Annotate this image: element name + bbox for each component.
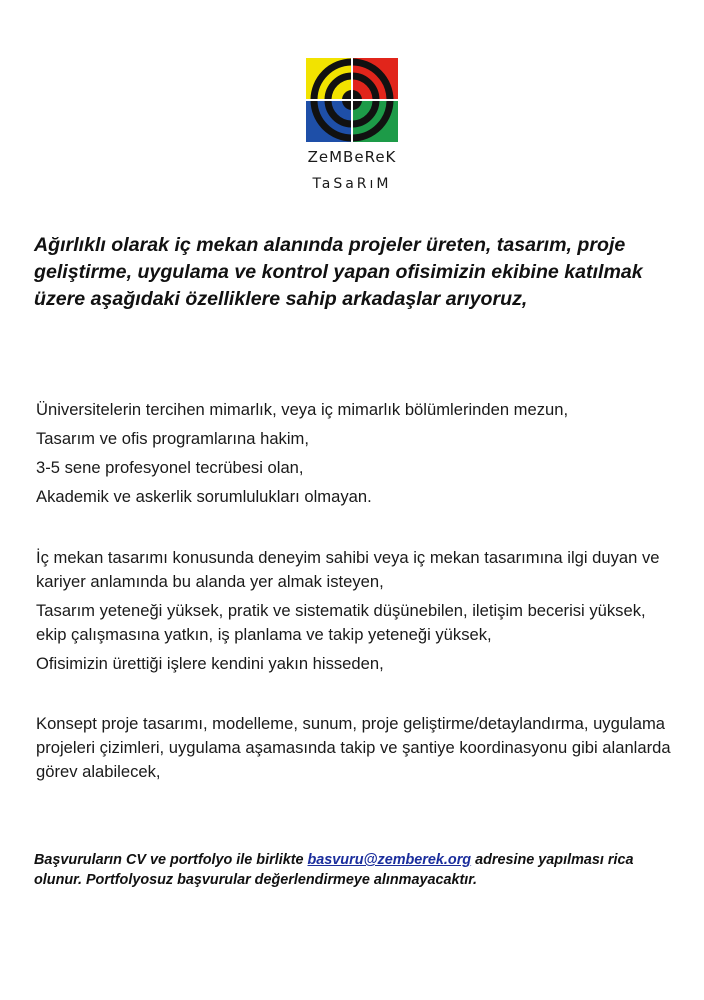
brand-subtitle: TaSaRıM — [312, 176, 392, 192]
brand-name: ZeMBeReK — [307, 148, 397, 166]
list-item: Tasarım ve ofis programlarına hakim, — [36, 429, 309, 448]
list-item: İç mekan tasarımı konusunda deneyim sahibi veya iç mekan tasarımına ilgi duyan ve kariyer anlamında bu alanda yer almak isteyen, — [36, 548, 660, 591]
zemberek-logo — [306, 58, 398, 142]
list-item: 3-5 sene profesyonel tecrübesi olan, — [36, 458, 304, 477]
list-item: Tasarım yeteneği yüksek, pratik ve sistematik düşünebilen, iletişim becerisi yüksek, ekip çalışmasına yatkın, iş planlama ve takip yeteneği yüksek, — [36, 601, 646, 644]
list-item: Ofisimizin ürettiği işlere kendini yakın hisseden, — [36, 654, 384, 673]
duties-list — [36, 712, 676, 784]
list-item: Konsept proje tasarımı, modelleme, sunum, proje geliştirme/detaylandırma, uygulama projeleri çizimleri, uygulama aşamasında takip ve şantiye koordinasyonu gibi alanlarda görev alabilecek, — [36, 714, 671, 781]
intro-paragraph: Ağırlıklı olarak iç mekan alanında projeler üreten, tasarım, proje geliştirme, uygulama ve kontrol yapan ofisimizin ekibine katılmak üzere aşağıdaki özelliklere sahip arkadaşlar arıyoruz, — [34, 234, 643, 310]
list-item: Üniversitelerin tercihen mimarlık, veya iç mimarlık bölümlerinden mezun, — [36, 400, 569, 419]
application-note-start: Başvuruların CV ve portfolyo ile birlikte — [34, 852, 308, 868]
application-note — [34, 850, 674, 890]
application-note-end: adresine yapılması rica olunur. Portfolyosuz başvurular değerlendirmeye alınmayacaktır. — [34, 852, 634, 888]
email-link[interactable]: basvuru@zemberek.org — [307, 852, 472, 868]
list-item: Akademik ve askerlik sorumlulukları olmayan. — [36, 487, 372, 506]
requirements-list — [36, 398, 676, 514]
qualities-list — [36, 546, 676, 681]
